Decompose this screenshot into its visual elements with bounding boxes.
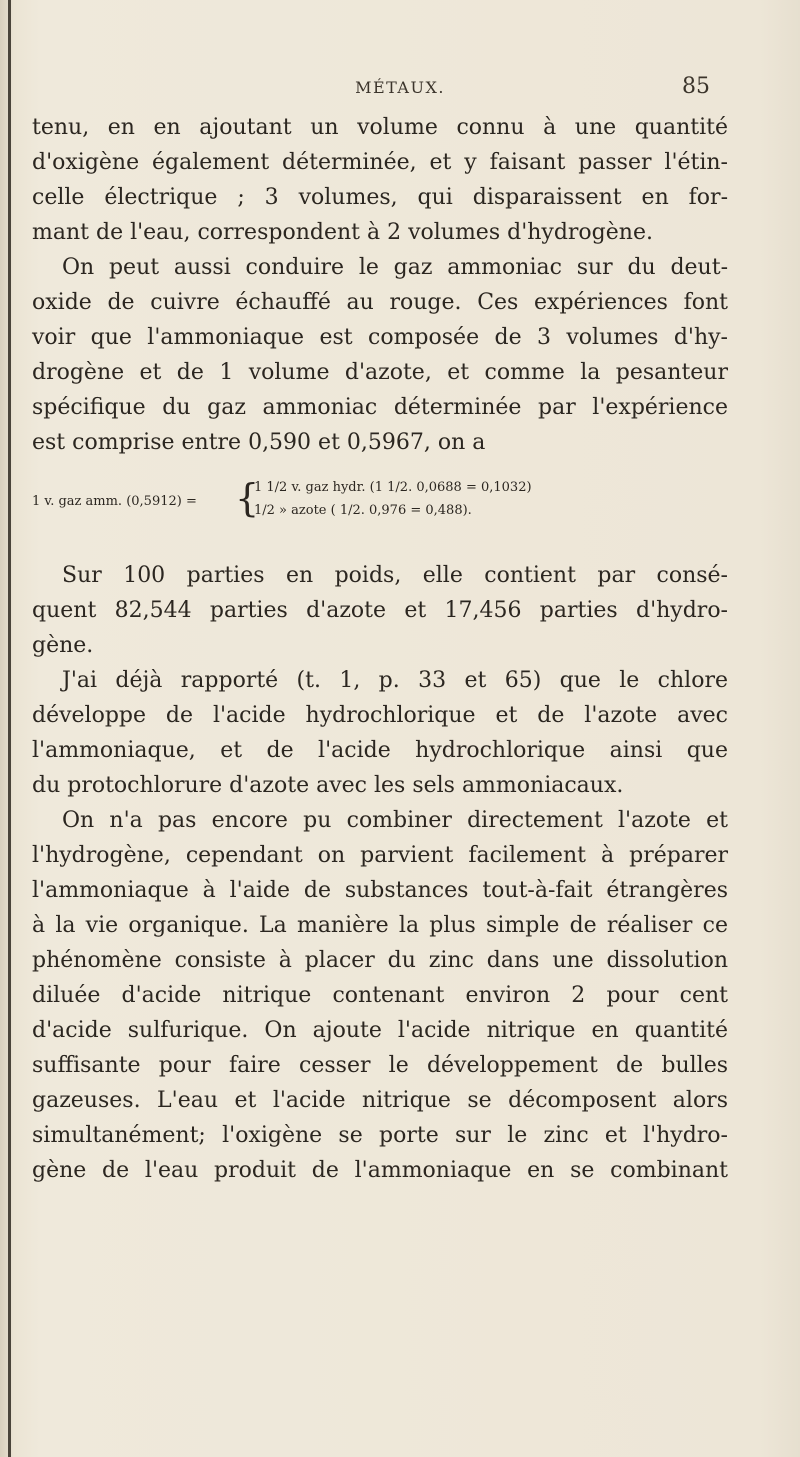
- text-line: phénomène consiste à placer du zinc dans une dissolution: [32, 948, 728, 973]
- text-line: drogène et de 1 volume d'azote, et comme la pesanteur: [32, 360, 728, 385]
- text-line: celle électrique ; 3 volumes, qui disparaissent en for-: [32, 185, 728, 210]
- text-line: suffisante pour faire cesser le développement de bulles: [32, 1053, 728, 1078]
- text-line: développe de l'acide hydrochlorique et de l'azote avec: [32, 703, 728, 728]
- text-line: gazeuses. L'eau et l'acide nitrique se décomposent alors: [32, 1088, 728, 1113]
- text-line: à la vie organique. La manière la plus simple de réaliser ce: [32, 913, 728, 938]
- paragraph-continuation: [32, 110, 728, 250]
- text-line: d'oxigène également déterminée, et y faisant passer l'étin-: [32, 150, 728, 175]
- density-formula: [32, 464, 728, 540]
- text-line: Sur 100 parties en poids, elle contient par consé-: [62, 563, 728, 588]
- paragraph-ammonia-composition: [32, 250, 728, 460]
- text-line: quent 82,544 parties d'azote et 17,456 parties d'hydro-: [32, 598, 728, 623]
- text-line: On peut aussi conduire le gaz ammoniac sur du deut-: [62, 255, 728, 280]
- page-header: [0, 74, 800, 104]
- paragraph-weight-composition: [32, 558, 728, 663]
- text-line: l'hydrogène, cependant on parvient facilement à préparer: [32, 843, 728, 868]
- text-line: gène.: [32, 633, 94, 658]
- formula-brace: {: [235, 476, 260, 520]
- text-line: l'ammoniaque à l'aide de substances tout-à-fait étrangères: [32, 878, 728, 903]
- body-text: [32, 110, 728, 1188]
- page-number: 85: [682, 74, 710, 99]
- text-line: On n'a pas encore pu combiner directement l'azote et: [62, 808, 728, 833]
- text-line: gène de l'eau produit de l'ammoniaque en se combinant: [32, 1158, 728, 1183]
- text-line: l'ammoniaque, et de l'acide hydrochlorique ainsi que: [32, 738, 728, 763]
- text-line: spécifique du gaz ammoniac déterminée par l'expérience: [32, 395, 728, 420]
- formula-hydrogen-line: 1 1/2 v. gaz hydr. (1 1/2. 0,0688 = 0,1032): [254, 480, 532, 495]
- text-line: oxide de cuivre échauffé au rouge. Ces expériences font: [32, 290, 728, 315]
- running-title: MÉTAUX.: [355, 78, 445, 97]
- text-line: voir que l'ammoniaque est composée de 3 volumes d'hy-: [32, 325, 728, 350]
- binding-shadow: [8, 0, 11, 1457]
- text-line: J'ai déjà rapporté (t. 1, p. 33 et 65) que le chlore: [62, 668, 728, 693]
- paragraph-preparation: [32, 803, 728, 1188]
- formula-left: 1 v. gaz amm. (0,5912) =: [32, 494, 197, 509]
- text-line: est comprise entre 0,590 et 0,5967, on a: [32, 430, 486, 455]
- text-line: mant de l'eau, correspondent à 2 volumes d'hydrogène.: [32, 220, 653, 245]
- text-line: diluée d'acide nitrique contenant environ 2 pour cent: [32, 983, 728, 1008]
- formula-nitrogen-line: 1/2 » azote ( 1/2. 0,976 = 0,488).: [254, 503, 472, 518]
- text-line: d'acide sulfurique. On ajoute l'acide nitrique en quantité: [32, 1018, 728, 1043]
- text-line: simultanément; l'oxigène se porte sur le zinc et l'hydro-: [32, 1123, 728, 1148]
- text-line: du protochlorure d'azote avec les sels ammoniacaux.: [32, 773, 624, 798]
- text-line: tenu, en en ajoutant un volume connu à une quantité: [32, 115, 728, 140]
- paragraph-chlorine: [32, 663, 728, 803]
